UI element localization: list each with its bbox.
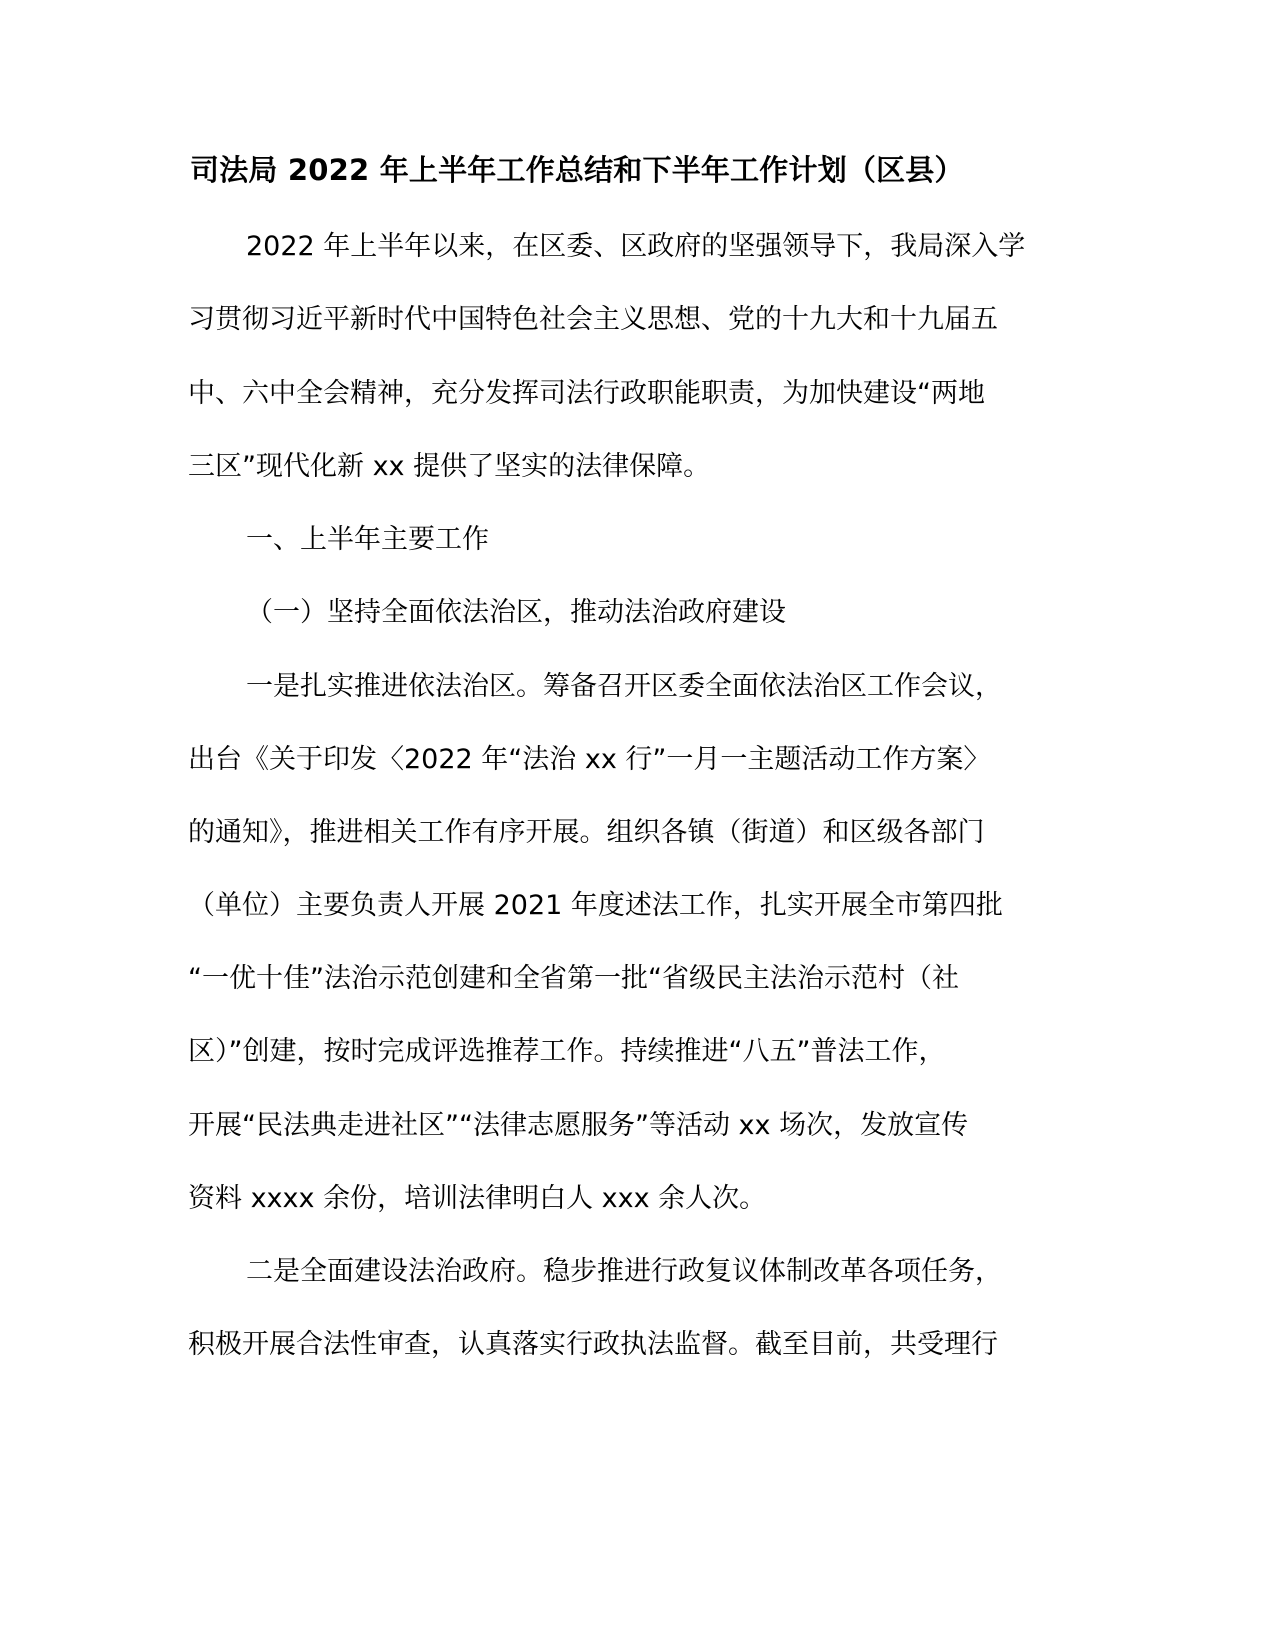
paragraph-line: 资料 xxxx 余份，培训法律明白人 xxx 余人次。 (188, 1183, 767, 1214)
paragraph-line: “一优十佳”法治示范创建和全省第一批“省级民主法治示范村（社 (188, 963, 959, 994)
section-heading: 一、上半年主要工作 (246, 524, 489, 555)
paragraph-line: 习贯彻习近平新时代中国特色社会主义思想、党的十九大和十九届五 (188, 304, 998, 335)
paragraph-line: （单位）主要负责人开展 2021 年度述法工作，扎实开展全市第四批 (188, 890, 1003, 921)
document-title: 司法局 2022 年上半年工作总结和下半年工作计划（区县） (190, 153, 964, 187)
paragraph-line: 的通知》，推进相关工作有序开展。组织各镇（街道）和区级各部门 (188, 817, 985, 848)
paragraph-line: 三区”现代化新 xx 提供了坚实的法律保障。 (188, 451, 711, 482)
paragraph-line: 二是全面建设法治政府。稳步推进行政复议体制改革各项任务， (246, 1256, 1002, 1287)
paragraph-line: 区）”创建，按时完成评选推荐工作。持续推进“八五”普法工作， (188, 1036, 946, 1067)
paragraph-line: 2022 年上半年以来，在区委、区政府的坚强领导下，我局深入学 (246, 231, 1026, 262)
paragraph-line: 中、六中全会精神，充分发挥司法行政职能职责，为加快建设“两地 (188, 378, 985, 409)
paragraph-line: 积极开展合法性审查，认真落实行政执法监督。截至目前，共受理行 (188, 1329, 998, 1360)
paragraph-line: 开展“民法典走进社区”“法律志愿服务”等活动 xx 场次，发放宣传 (188, 1110, 969, 1141)
subsection-heading: （一）坚持全面依法治区，推动法治政府建设 (246, 597, 786, 628)
paragraph-line: 一是扎实推进依法治区。筹备召开区委全面依法治区工作会议， (246, 671, 1002, 702)
paragraph-line: 出台《关于印发〈2022 年“法治 xx 行”一月一主题活动工作方案〉 (188, 744, 991, 775)
